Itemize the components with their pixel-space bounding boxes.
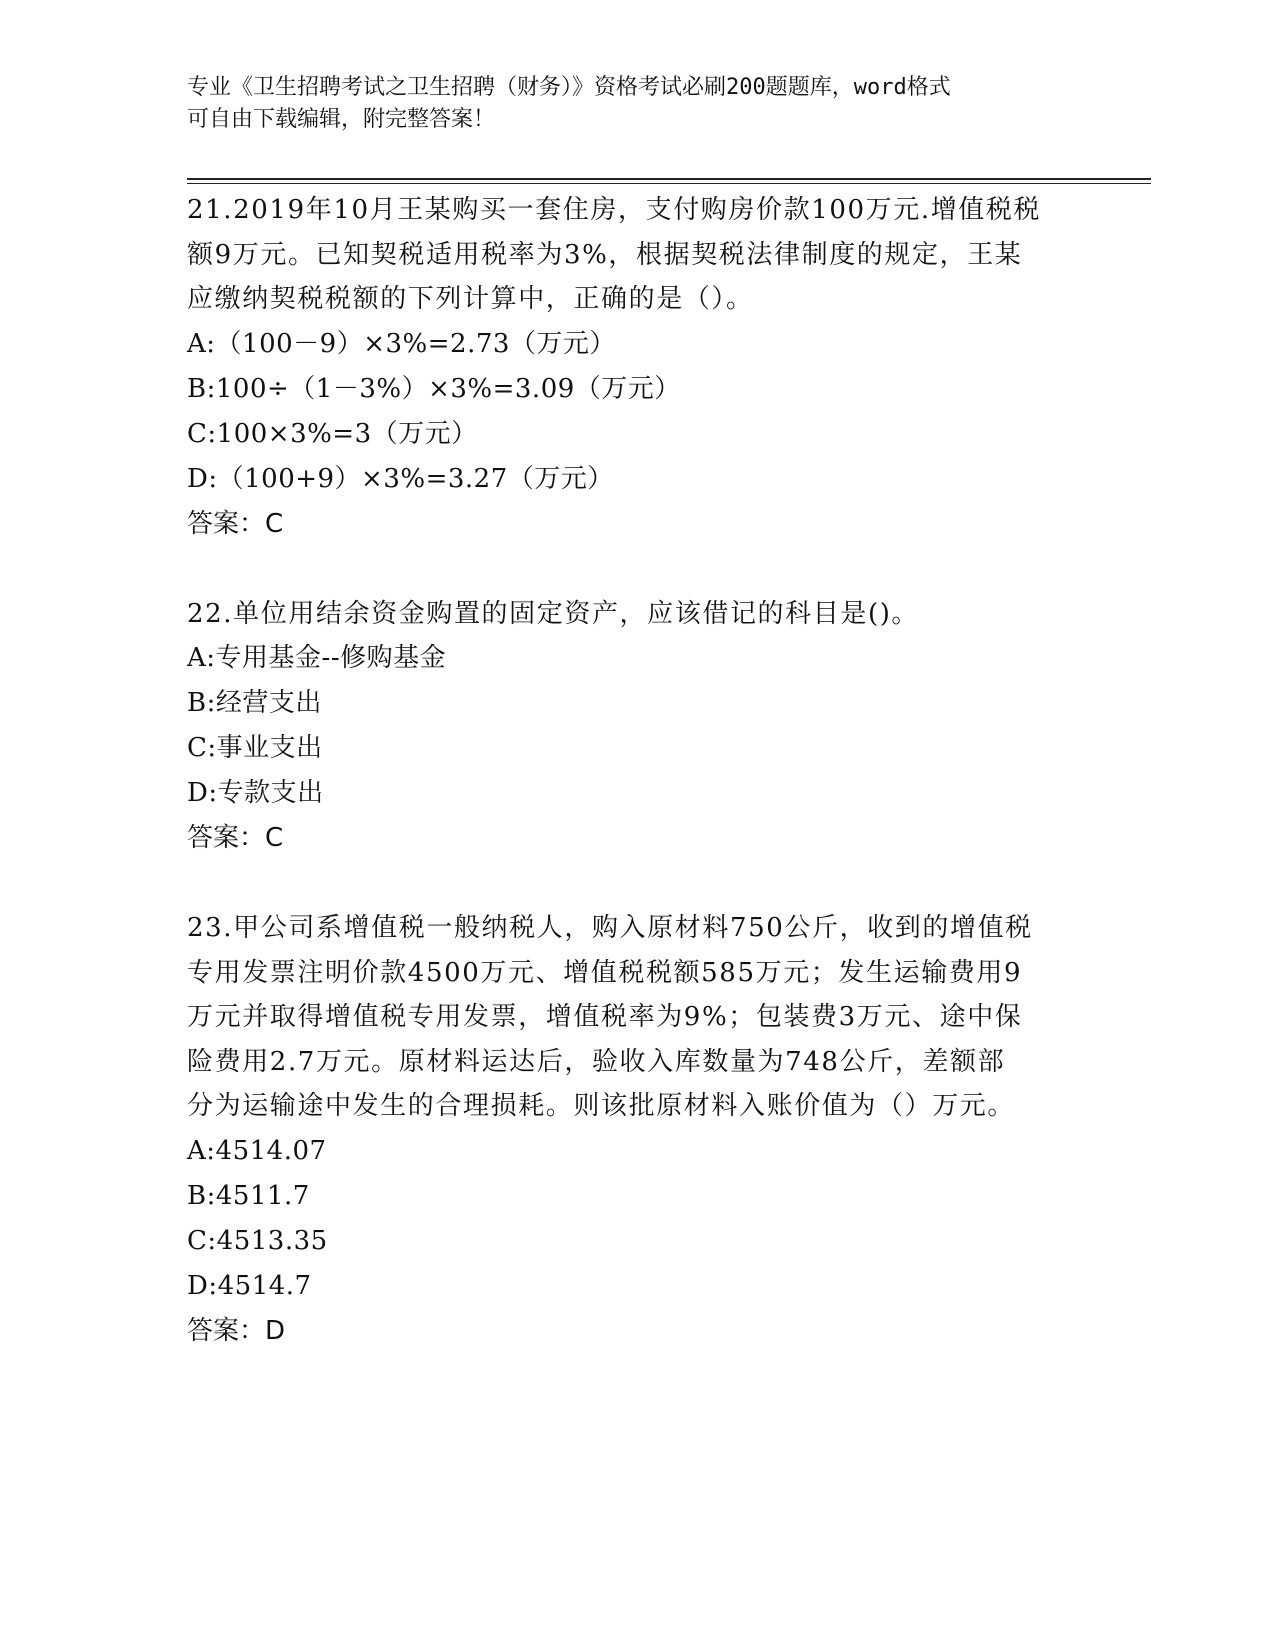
stem-line: 万元并取得增值税专用发票，增值税率为9%；包装费3万元、途中保 (187, 1002, 1023, 1032)
stem-line: 23.甲公司系增值税一般纳税人，购入原材料750公斤，收到的增值税 (187, 913, 1033, 943)
answer-line: 答案：D (187, 1315, 286, 1346)
answer-line: 答案：C (187, 508, 284, 539)
question-21 (187, 188, 1087, 547)
option-d: D:4514.7 (187, 1270, 312, 1301)
option-d: D:专款支出 (187, 778, 324, 808)
stem-line: 险费用2.7万元。原材料运达后，验收入库数量为748公斤，差额部 (187, 1046, 1006, 1077)
option-b: B:4511.7 (187, 1180, 310, 1211)
answer-line: 答案：C (187, 823, 284, 853)
header-divider-thick (187, 178, 1151, 180)
question-spacer (187, 547, 1087, 592)
stem-line: 22.单位用结余资金购置的固定资产，应该借记的科目是()。 (187, 598, 920, 629)
header-divider-thin (187, 183, 1151, 184)
stem-line: 应缴纳契税税额的下列计算中，正确的是（）。 (187, 284, 754, 314)
option-a: A:4514.07 (187, 1135, 327, 1166)
question-spacer (187, 861, 1087, 906)
question-22 (187, 592, 1087, 862)
question-stem (187, 592, 1087, 637)
question-stem (187, 188, 1087, 322)
question-23 (187, 906, 1087, 1354)
option-c: C:事业支出 (187, 733, 323, 763)
header-line-2: 可自由下载编辑，附完整答案！ (187, 107, 496, 132)
option-c: C:100×3%=3（万元） (187, 418, 478, 449)
question-stem (187, 906, 1087, 1129)
question-list (187, 188, 1087, 1354)
document-header (187, 72, 1067, 136)
option-b: B:经营支出 (187, 688, 322, 718)
stem-line: 分为运输途中发生的合理损耗。则该批原材料入账价值为（）万元。 (187, 1091, 1016, 1121)
option-a: A:专用基金--修购基金 (187, 643, 447, 673)
stem-line: 21.2019年10月王某购买一套住房，支付购房价款100万元.增值税税 (187, 195, 1042, 225)
option-b: B:100÷（1－3%）×3%=3.09（万元） (187, 373, 681, 404)
stem-line: 额9万元。已知契税适用税率为3%，根据契税法律制度的规定，王某 (187, 239, 1023, 270)
option-c: C:4513.35 (187, 1225, 328, 1256)
stem-line: 专用发票注明价款4500万元、增值税税额585万元；发生运输费用9 (187, 957, 1023, 988)
header-line-1: 专业《卫生招聘考试之卫生招聘（财务）》资格考试必刷200题题库，word格式 (187, 75, 951, 100)
option-a: A:（100－9）×3%=2.73（万元） (187, 328, 616, 359)
option-d: D:（100+9）×3%=3.27（万元） (187, 463, 614, 494)
